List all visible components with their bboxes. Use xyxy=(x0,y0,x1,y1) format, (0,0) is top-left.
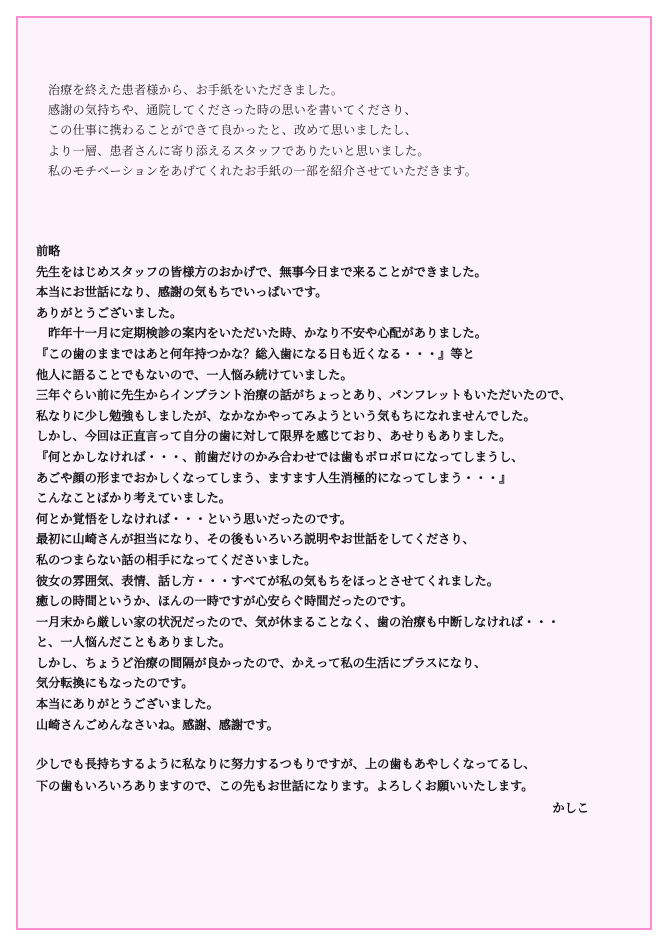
letter-line: 最初に山崎さんが担当になり、その後もいろいろ説明やお世話をしてくださり、 xyxy=(36,532,475,547)
closing-line: 下の歯もいろいろありますので、この先もお世話になります。よろしくお願いいたします。 xyxy=(36,779,534,793)
letter-line: あごや顔の形までおかしくなってしまう、ますます人生消極的になってしまう・・・』 xyxy=(36,470,512,485)
letter-line: 私なりに少し勉強もしましたが、なかなかやってみようという気もちになれませんでした。 xyxy=(36,408,536,423)
letter-line: こんなことばかり考えていました。 xyxy=(36,491,231,506)
letter-line: 昨年十一月に定期検診の案内をいただいた時、かなり不安や心配がありました。 xyxy=(36,326,487,341)
letter-line: 山崎さんごめんなさいね。感謝、感謝です。 xyxy=(36,717,279,732)
letter-line: 癒しの時間というか、ほんの一時ですが心安らぐ時間だったのです。 xyxy=(36,594,413,609)
letter-signoff: かしこ xyxy=(552,801,589,815)
intro-line: 治療を終えた患者様から、お手紙をいただきました。 xyxy=(48,83,344,97)
letter-line: 『何とかしなければ・・・、前歯だけのかみ合わせでは歯もボロボロになってしまうし、 xyxy=(36,449,524,464)
intro-line: 感謝の気持ちや、通院してくださった時の思いを書いてくださり、 xyxy=(48,103,417,118)
letter-line: 本当にありがとうございました。 xyxy=(36,697,219,712)
letter-line: 彼女の雰囲気、表情、話し方・・・すべてが私の気もちをほっとさせてくれました。 xyxy=(36,573,499,588)
letter-line: 気分転換にもなったのです。 xyxy=(36,676,194,691)
intro-line: この仕事に携わることができて良かったと、改めて思いましたし、 xyxy=(48,123,418,138)
letter-line: 一月末から厳しい家の状況だったので、気が休まることなく、歯の治療も中断しなければ・・・ xyxy=(36,614,560,629)
letter-line: 他人に語ることでもないので、一人悩み続けていました。 xyxy=(36,367,353,382)
intro-line: 私のモチベーションをあげてくれたお手紙の一部を紹介させていただきます。 xyxy=(48,163,478,178)
patient-letter-body xyxy=(36,241,571,735)
letter-salutation: 前略 xyxy=(36,244,61,258)
letter-line: 本当にお世話になり、感謝の気もちでいっぱいです。 xyxy=(36,285,328,300)
letter-line: ありがとうございました。 xyxy=(36,305,183,320)
intro-message xyxy=(48,80,477,181)
closing-line: 少しでも長持ちするように私なりに努力するつもりですが、上の歯もあやしくなってるし、 xyxy=(36,757,536,771)
letter-closing xyxy=(36,753,596,819)
letter-line: 三年ぐらい前に先生からインプラント治療の話がちょっとあり、パンフレットもいただいたので、 xyxy=(36,388,572,403)
letter-line: しかし、今回は正直言って自分の歯に対して限界を感じており、あせりもありました。 xyxy=(36,429,512,444)
letter-line: と、一人悩んだこともありました。 xyxy=(36,635,231,650)
letter-line: 何とか覚悟をしなければ・・・という思いだったのです。 xyxy=(36,511,352,526)
intro-line: より一層、患者さんに寄り添えるスタッフでありたいと思いました。 xyxy=(48,143,430,158)
letter-line: 私のつまらない話の相手になってくださいました。 xyxy=(36,552,317,567)
letter-line: 『この歯のままではあと何年持つかな？総入歯になる日も近くなる・・・』等と xyxy=(36,346,475,361)
letter-line: しかし、ちょうど治療の間隔が良かったので、かえって私の生活にプラスになり、 xyxy=(36,655,487,670)
letter-line: 先生をはじめスタッフの皆様方のおかげで、無事今日まで来ることができました。 xyxy=(36,264,487,279)
